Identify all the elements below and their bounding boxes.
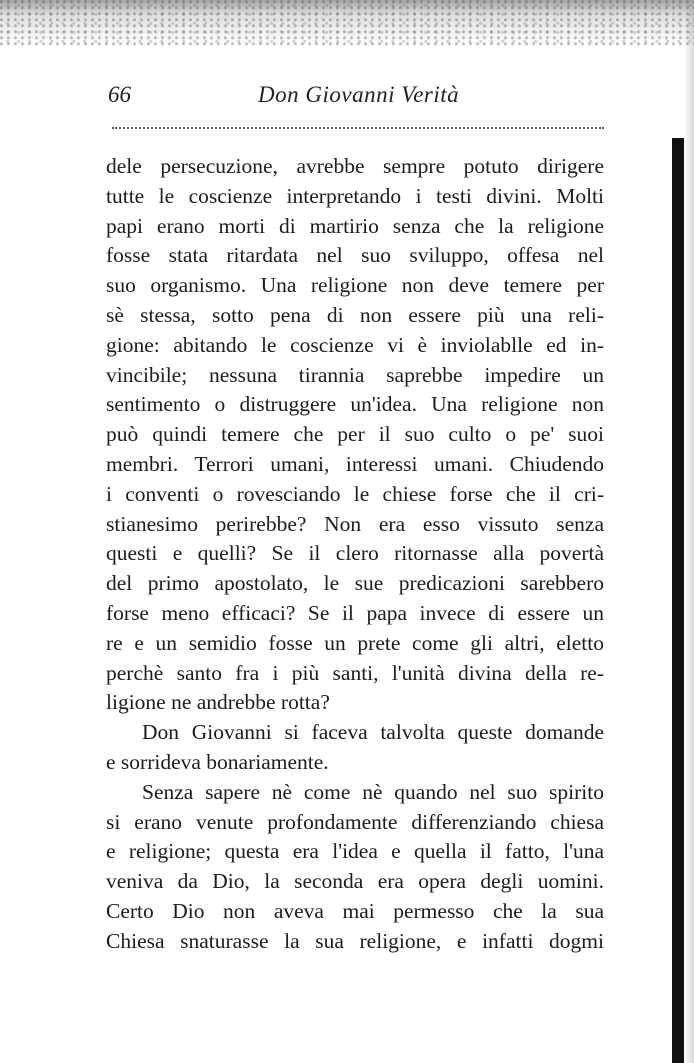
text-line: Don Giovanni si faceva talvolta queste domande [142,720,604,745]
text-line: Certo Dio non aveva mai permesso che la sua [106,898,604,923]
text-line: perchè santo fra i più santi, l'unità divina della re- [106,660,604,685]
paragraph-2 [106,718,604,778]
text-line: sè stessa, sotto pena di non essere più una reli- [106,302,604,327]
page-top-edge-shadow [0,0,694,46]
paragraph-1 [106,152,604,718]
header-dotted-rule [112,127,604,129]
text-line: forse meno efficaci? Se il papa invece di essere un [106,600,604,625]
text-line: tutte le coscienze interpretando i testi divini. Molti [106,183,604,208]
page-body-text [106,152,604,957]
text-line: i conventi o rovesciando le chiese forse che il cri- [106,481,604,506]
text-line: Senza sapere nè come nè quando nel suo spirito [142,779,604,804]
text-line: del primo apostolato, le sue predicazioni sarebbero [106,571,604,596]
text-line: stianesimo perirebbe? Non era esso vissuto senza [106,511,604,536]
text-line: papi erano morti di martirio senza che la religione [106,213,604,238]
paragraph-3 [106,778,604,957]
running-title: Don Giovanni Verità [258,82,460,107]
text-line: vincibile; nessuna tirannia saprebbe impedire un [106,362,604,387]
text-line: fosse stata ritardata nel suo sviluppo, offesa nel [106,243,604,268]
text-line: gione: abitando le coscienze vi è inviolablle ed in- [106,332,604,357]
text-line: dele persecuzione, avrebbe sempre potuto dirigere [106,154,604,178]
binding-edge-bar [672,138,684,1063]
page-number: 66 [108,82,131,107]
text-line: e sorrideva bonariamente. [106,749,329,774]
text-line: Chiesa snaturasse la sua religione, e infatti dogmi [106,928,604,953]
text-line: membri. Terrori umani, interessi umani. Chiudendo [106,451,604,476]
text-line: suo organismo. Una religione non deve temere per [106,273,604,298]
text-line: può quindi temere che per il suo culto o pe' suoi [106,422,604,447]
text-line: questi e quelli? Se il clero ritornasse alla povertà [106,541,604,566]
page-header [0,78,694,118]
text-line: sentimento o distruggere un'idea. Una religione non [106,392,604,417]
text-line: re e un semidio fosse un prete come gli altri, eletto [106,630,604,655]
text-line: ligione ne andrebbe rotta? [106,690,330,715]
page-right-edge-shadow [684,0,694,1063]
text-line: e religione; questa era l'idea e quella il fatto, l'una [106,839,604,864]
text-line: veniva da Dio, la seconda era opera degli uomini. [106,869,604,894]
text-line: si erano venute profondamente differenziando chiesa [106,809,604,834]
